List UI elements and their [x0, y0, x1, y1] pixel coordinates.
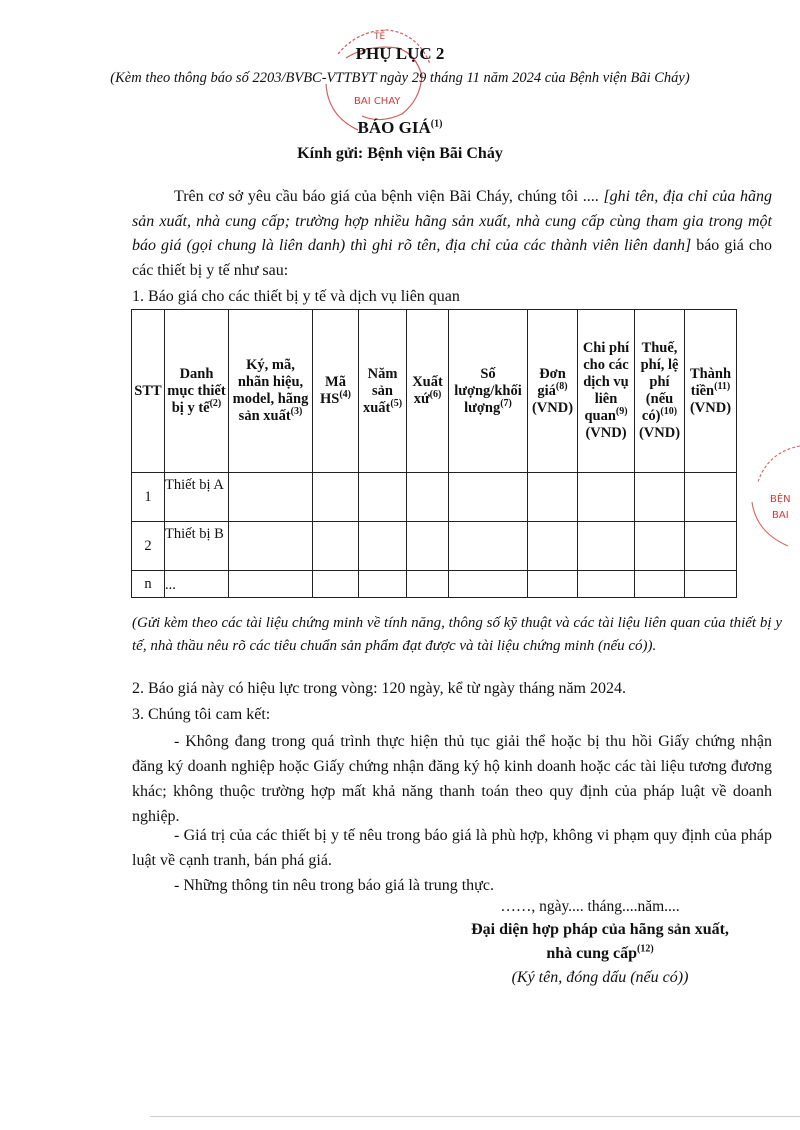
row-item: Thiết bị A	[165, 473, 229, 522]
footnote-ref: (1)	[430, 118, 443, 130]
appendix-title: PHỤ LỤC 2	[355, 44, 445, 63]
row-stt: 2	[132, 522, 165, 571]
representative-line-2: nhà cung cấp$^{(12)}$	[546, 943, 654, 962]
col-service-cost: Chi phí cho các dịch vụ liên quan$^{(9)}$ (VND)	[578, 310, 635, 473]
stamp-small-text: TẾ	[374, 32, 386, 42]
bottom-divider	[150, 1116, 800, 1117]
row-item: ...	[165, 571, 229, 598]
intro-paragraph	[132, 185, 772, 283]
col-quantity: Số lượng/khối lượng$^{(7)}$	[449, 310, 528, 473]
commitment-item-2: - Giá trị của các thiết bị y tế nêu trong báo giá là phù hợp, không vi phạm quy định của pháp luật về cạnh tranh, bán phá giá.	[132, 827, 772, 869]
col-unit-price: Đơn giá$^{(8)}$ (VND)	[528, 310, 578, 473]
attachment-note: (Gửi kèm theo các tài liệu chứng minh về tính năng, thông số kỹ thuật và các tài liệu liên quan của thiết bị y tế, nhà thầu nêu rõ các tiêu chuẩn sản phẩm đạt được và tài liệu chứng minh (nếu có)).	[132, 615, 782, 654]
representative-line-1: Đại diện hợp pháp của hãng sản xuất,	[471, 921, 729, 938]
col-model: Ký, mã, nhãn hiệu, model, hãng sản xuất$^{(3)}$	[229, 310, 313, 473]
row-stt: n	[132, 571, 165, 598]
commitment-title: 3. Chúng tôi cam kết:	[132, 706, 271, 723]
row-stt: 1	[132, 473, 165, 522]
validity-line: 2. Báo giá này có hiệu lực trong vòng: 120 ngày, kể từ ngày tháng năm 2024.	[132, 680, 626, 697]
col-total: Thành tiền$^{(11)}$ (VND)	[685, 310, 737, 473]
section-1-title: 1. Báo giá cho các thiết bị y tế và dịch vụ liên quan	[132, 288, 460, 305]
col-tax: Thuế, phí, lệ phí (nếu có)$^{(10)}$ (VND)	[635, 310, 685, 473]
red-seal-stamp-right	[748, 442, 800, 552]
quotation-title: BÁO GIÁ	[357, 118, 431, 137]
row-item: Thiết bị B	[165, 522, 229, 571]
quotation-table	[131, 309, 737, 598]
commitment-item-1: - Không đang trong quá trình thực hiện thủ tục giải thể hoặc bị thu hồi Giấy chứng nhận đăng ký doanh nghiệp hoặc Giấy chứng nhận đăng ký hộ kinh doanh hoặc các tài liệu tương đương khác; không thuộc trường hợp mất khả năng thanh toán theo quy định của pháp luật về doanh nghiệp.	[132, 733, 772, 825]
col-year: Năm sản xuất$^{(5)}$	[359, 310, 407, 473]
table-row	[132, 473, 737, 522]
intro-tail: báo giá cho các thiết bị y tế như sau:	[132, 237, 773, 279]
stamp-right-text-2: BAI	[772, 510, 789, 521]
table-row	[132, 522, 737, 571]
col-origin: Xuất xứ$^{(6)}$	[407, 310, 449, 473]
col-hs-code: Mã HS$^{(4)}$	[313, 310, 359, 473]
stamp-text: BAI CHAY	[354, 96, 401, 107]
intro-lead: Trên cơ sở yêu cầu báo giá của bệnh viện Bãi Cháy, chúng tôi ....	[174, 188, 604, 205]
quotation-heading	[0, 118, 800, 138]
signature-date: ……, ngày.... tháng....năm....	[500, 898, 680, 915]
table-row	[132, 571, 737, 598]
intro-bracket: [ghi tên, địa chỉ của hãng sản xuất, nhà cung cấp; trường hợp nhiều hãng sản xuất, nhà cung cấp cùng tham gia trong một báo giá (gọi chung là liên danh) thì ghi rõ tên, địa chỉ của các thành viên liên danh]	[132, 188, 773, 254]
stamp-right-text-1: BỆN	[770, 494, 791, 505]
commitment-item-3: - Những thông tin nêu trong báo giá là trung thực.	[174, 877, 494, 894]
table-header-row	[132, 310, 737, 473]
col-device-list: Danh mục thiết bị y tế$^{(2)}$	[165, 310, 229, 473]
signature-note: (Ký tên, đóng dấu (nếu có))	[511, 969, 689, 986]
addressee: Kính gửi: Bệnh viện Bãi Cháy	[297, 145, 503, 162]
col-stt: STT	[132, 310, 165, 473]
appendix-subtitle: (Kèm theo thông báo số 2203/BVBC-VTTBYT ngày 29 tháng 11 năm 2024 của Bệnh viện Bãi Cháy)	[110, 70, 690, 86]
